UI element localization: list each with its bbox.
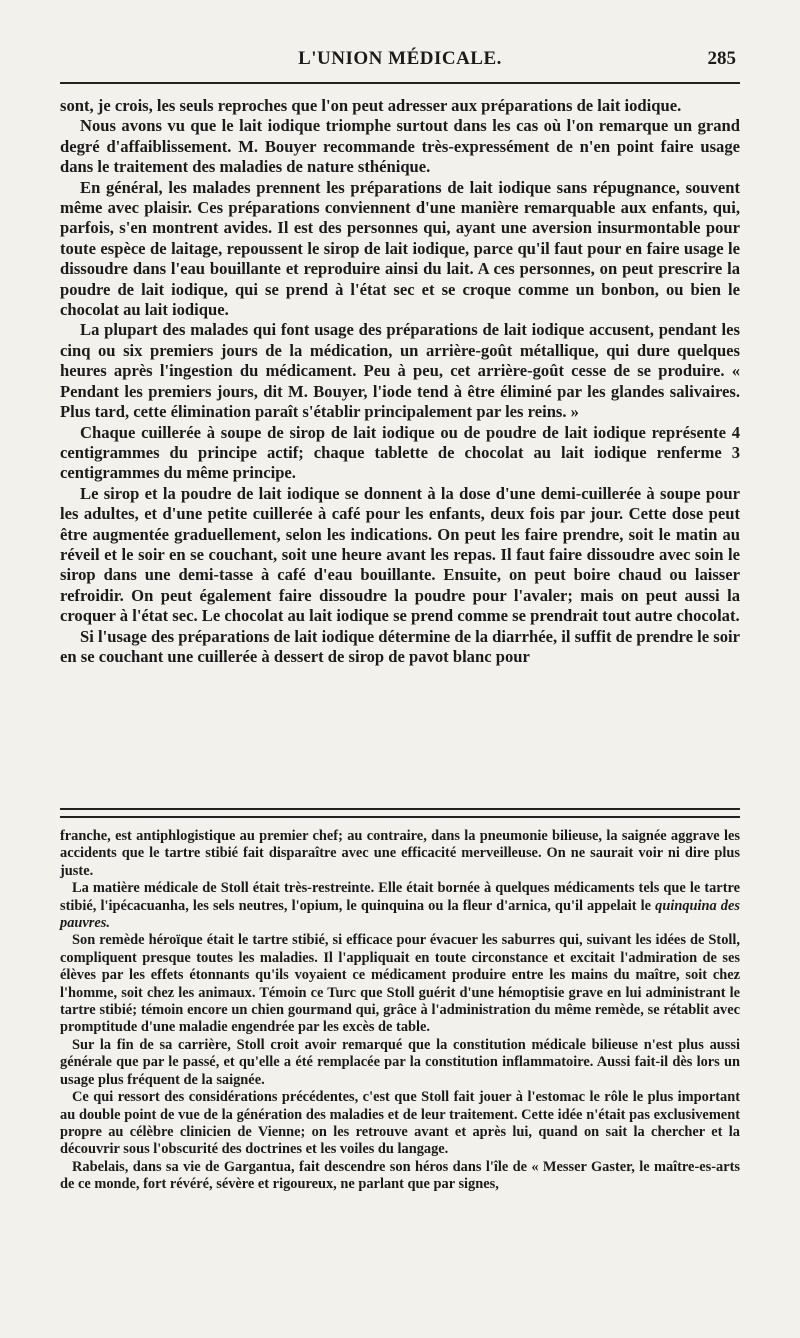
footnote-italic: quinquina des pauvres. xyxy=(60,897,740,932)
footnote-paragraph: Rabelais, dans sa vie de Gargantua, fait descendre son héros dans l'île de « Messer Gaster, le maître-es-arts de ce monde, fort révéré, sévère et rigoureux, ne parlant que par signes, xyxy=(60,1158,740,1193)
footnotes xyxy=(60,828,740,1194)
body-paragraph: Nous avons vu que le lait iodique triomphe surtout dans les cas où l'on remarque un grand degré d'affaiblissement. M. Bouyer recommande très-expressément de n'en point faire usage dans le traitement des maladies de nature sthénique. xyxy=(60,116,740,177)
body-paragraph: Chaque cuillerée à soupe de sirop de lait iodique ou de poudre de lait iodique représente 4 centigrammes du principe actif; chaque tablette de chocolat au lait iodique renferme 3 centigrammes du même principe. xyxy=(60,422,740,483)
footnote-paragraph: franche, est antiphlogistique au premier chef; au contraire, dans la pneumonie bilieuse, la saignée aggrave les accidents que le tartre stibié fait disparaître avec une efficacité merveilleuse. On ne saurait voir ni dire plus juste. xyxy=(60,828,740,879)
footnote-separator xyxy=(60,808,740,818)
body-paragraph: En général, les malades prennent les préparations de lait iodique sans répugnance, souvent même avec plaisir. Ces préparations conviennent d'une manière remarquable aux enfants, qui, parfois, s'en montrent avides. Il est des personnes qui, ayant une aversion insurmontable pour toute espèce de laitage, repoussent le sirop de lait iodique, parce qu'il faut pour en faire usage le dissoudre dans l'eau bouillante et reproduire ainsi du lait. A ces personnes, on peut prescrire la poudre de lait iodique, qui se prend à l'état sec et se croque comme un bonbon, ou bien le chocolat au lait iodique. xyxy=(60,177,740,320)
body-paragraph: Si l'usage des préparations de lait iodique détermine de la diarrhée, il suffit de prendre le soir en se couchant une cuillerée à dessert de sirop de pavot blanc pour xyxy=(60,626,740,666)
footnote-paragraph: Sur la fin de sa carrière, Stoll croit avoir remarqué que la constitution médicale bilieuse n'est plus aussi générale que par le passé, et qu'elle a été remplacée par la constitution inflammatoire. Aussi fait-il dès lors un usage plus fréquent de la saignée. xyxy=(60,1036,740,1088)
footnote-paragraph: Ce qui ressort des considérations précédentes, c'est que Stoll fait jouer à l'estomac le rôle le plus important au double point de vue de la génération des maladies et de leur traitement. Cette idée n'était pas exclusivement propre au célèbre clinicien de Vienne; on les retrouve avant et après lui, quand on sait la chercher et la découvrir sous l'obscurité des doctrines et les voiles du langage. xyxy=(60,1089,740,1158)
page-number: 285 xyxy=(707,48,736,69)
header-rule xyxy=(60,82,740,84)
body-paragraph: Le sirop et la poudre de lait iodique se donnent à la dose d'une demi-cuillerée à soupe pour les adultes, et d'une petite cuillerée à café pour les enfants, deux fois par jour. Cette dose peut être augmentée graduellement, selon les indications. On peut les faire prendre, soit le matin au réveil et le soir en se couchant, soit une heure avant les repas. Il faut faire dissoudre avec soin le sirop dans une demi-tasse à café d'eau bouillante. Ensuite, on peut boire chaud ou laisser refroidir. On peut également faire dissoudre la poudre pour l'avaler; mais on peut aussi la croquer à l'état sec. Le chocolat au lait iodique se prend comme se prendrait tout autre chocolat. xyxy=(60,483,740,626)
footnote-paragraph xyxy=(60,880,740,932)
footnote-paragraph: Son remède héroïque était le tartre stibié, si efficace pour évacuer les saburres qui, suivant les idées de Stoll, compliquent presque toutes les maladies. Il l'appliquait en toute circonstance et excitait l'admiration de ses élèves par les effets étonnants qu'ils voyaient ce médicament produire entre les mains du maître, soit chez l'homme, soit chez les animaux. Témoin ce Turc que Stoll guérit d'une hémoptisie grave en lui administrant le tartre stibié; témoin encore un chien gourmand qui, grâce à l'administration du même remède, se rétablit avec promptitude d'une maladie engendrée par les excès de table. xyxy=(60,932,740,1036)
body-paragraph: La plupart des malades qui font usage des préparations de lait iodique accusent, pendant les cinq ou six premiers jours de la médication, un arrière-goût métallique, qui dure quelques heures après l'ingestion du médicament. Peu à peu, cet arrière-goût cesse de se produire. « Pendant les premiers jours, dit M. Bouyer, l'iode tend à être éliminé par les glandes salivaires. Plus tard, cette élimination paraît s'établir principalement par les reins. » xyxy=(60,320,740,422)
footnote-text: La matière médicale de Stoll était très-restreinte. Elle était bornée à quelques médicaments tels que le tartre stibié, l'ipécacuanha, les sels neutres, l'opium, le quinquina ou la fleur d'arnica, qu'il appelait le xyxy=(60,880,740,914)
running-head xyxy=(60,42,740,82)
body-paragraph: sont, je crois, les seuls reproches que l'on peut adresser aux préparations de lait iodique. xyxy=(60,96,682,115)
journal-title: L'UNION MÉDICALE. xyxy=(298,48,502,69)
main-text xyxy=(60,96,740,667)
